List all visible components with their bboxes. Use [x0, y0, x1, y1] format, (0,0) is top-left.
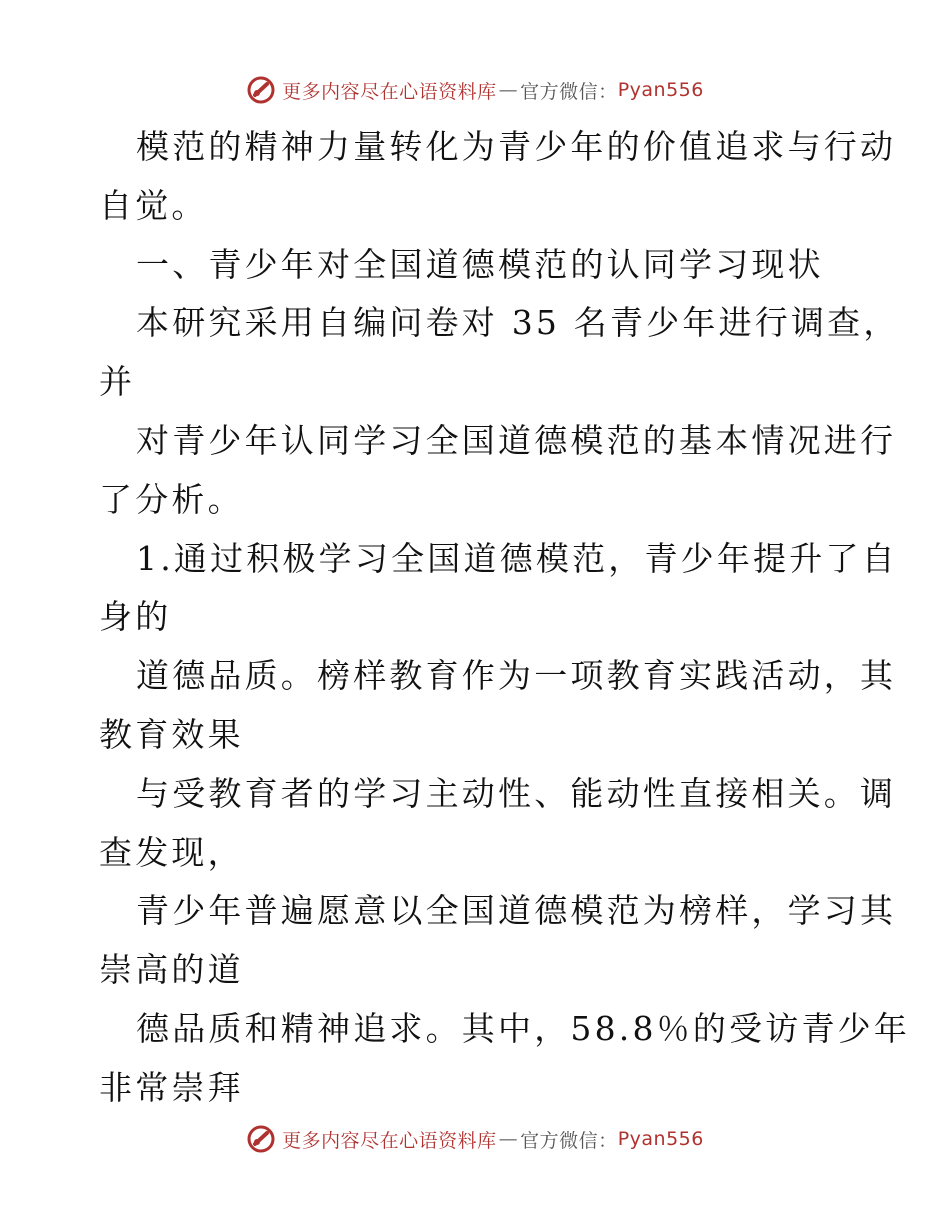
text-line: 对青少年认同学习全国道德模范的基本情况进行 [136, 420, 897, 460]
brush-seal-icon [246, 1124, 276, 1154]
text-line: 崇高的道 [99, 950, 244, 990]
brush-seal-icon [246, 75, 276, 105]
header-watermark [0, 70, 950, 110]
text-line: 并 [99, 362, 136, 402]
watermark-id: Pyan556 [617, 1128, 704, 1150]
text-line: 本研究采用自编问卷对 35 名青少年进行调查， [136, 303, 900, 343]
watermark-separator: — [498, 1128, 519, 1150]
text-line: 了分析。 [99, 479, 244, 519]
text-line: 非常崇拜 [99, 1067, 244, 1107]
text-line: 德品质和精神追求。其中，58.8％的受访青少年 [136, 1008, 911, 1048]
text-line: 身的 [99, 597, 172, 637]
text-line: 1.通过积极学习全国道德模范，青少年提升了自 [136, 538, 898, 578]
watermark-text: 更多内容尽在心语资料库 [282, 1129, 497, 1152]
text-line: 青少年普遍愿意以全国道德模范为榜样，学习其 [136, 891, 897, 931]
text-line: 自觉。 [99, 185, 208, 225]
watermark-separator: — [498, 79, 519, 101]
watermark-label: 官方微信： [520, 1129, 618, 1152]
document-body [99, 118, 911, 1118]
watermark-id: Pyan556 [617, 79, 704, 101]
section-heading: 一、青少年对全国道德模范的认同学习现状 [136, 244, 824, 284]
watermark-text: 更多内容尽在心语资料库 [282, 80, 497, 103]
watermark-label: 官方微信： [520, 80, 618, 103]
footer-watermark [0, 1119, 950, 1159]
text-line: 与受教育者的学习主动性、能动性直接相关。调 [136, 773, 897, 813]
text-line: 查发现， [99, 832, 244, 872]
text-line: 道德品质。榜样教育作为一项教育实践活动，其 [136, 656, 897, 696]
text-line: 教育效果 [99, 714, 244, 754]
text-line: 模范的精神力量转化为青少年的价值追求与行动 [136, 127, 897, 166]
